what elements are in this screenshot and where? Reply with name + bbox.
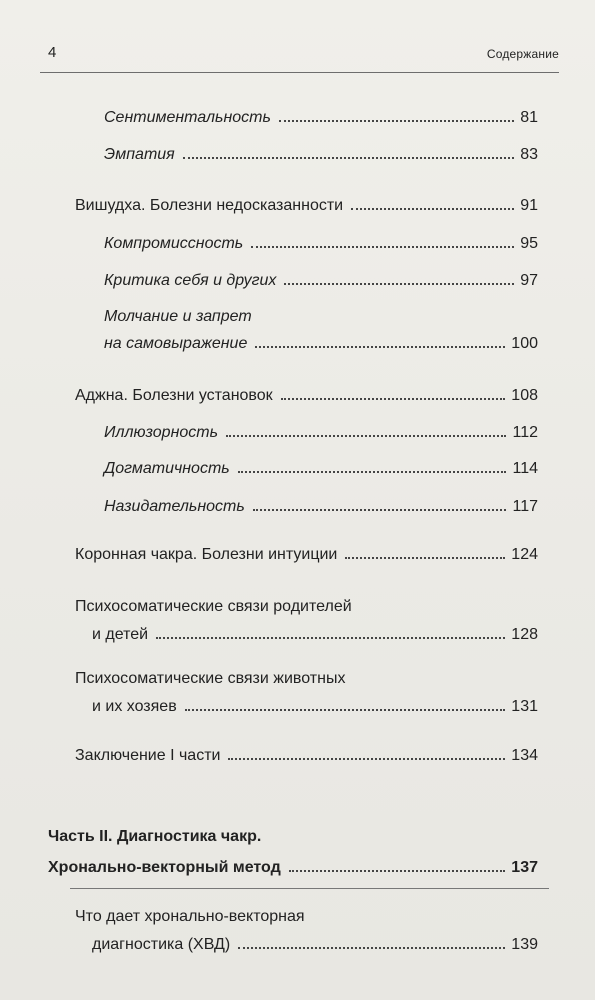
toc-entry-label: Иллюзорность — [104, 424, 219, 441]
page-header — [40, 42, 559, 73]
toc-page-number: 137 — [511, 859, 538, 876]
dot-leader — [226, 435, 506, 437]
toc-page-number: 117 — [512, 498, 538, 515]
running-title: Содержание — [486, 47, 559, 61]
dot-leader — [251, 246, 514, 248]
dot-leader — [238, 947, 505, 949]
dot-leader — [228, 758, 505, 760]
dot-leader — [284, 283, 514, 285]
toc-entry-sentimentality — [104, 110, 538, 126]
toc-page-number: 95 — [520, 235, 538, 252]
toc-entry-silence — [104, 336, 538, 352]
dot-leader — [185, 709, 506, 711]
dot-leader — [255, 346, 505, 348]
toc-page-number: 91 — [520, 197, 538, 214]
toc-page-number: 128 — [511, 626, 538, 643]
toc-entry-label: Коронная чакра. Болезни интуиции — [75, 546, 338, 563]
toc-entry-label: и их хозяев — [92, 698, 177, 715]
part-two-heading-line-1: Часть II. Диагностика чакр. — [48, 828, 262, 845]
toc-page-number: 100 — [511, 335, 538, 352]
dot-leader — [289, 870, 506, 872]
toc-page-number: 97 — [520, 272, 538, 289]
toc-page-number: 114 — [512, 460, 538, 477]
toc-page-number: 81 — [520, 109, 538, 126]
dot-leader — [281, 398, 506, 400]
toc-entry-parents — [92, 627, 538, 643]
toc-page-number: 124 — [511, 546, 538, 563]
dot-leader — [238, 471, 507, 473]
toc-page-number: 112 — [512, 424, 538, 441]
toc-entry-label: Догматичность — [104, 460, 230, 477]
page-number: 4 — [48, 44, 57, 61]
dot-leader — [253, 509, 507, 511]
toc-entry-edifying — [104, 499, 538, 515]
toc-entry-parents-line-1: Психосоматические связи родителей — [75, 598, 352, 615]
section-divider — [70, 888, 549, 889]
toc-entry-illusory — [104, 425, 538, 441]
toc-entry-dogmatic — [104, 461, 538, 477]
toc-entry-empathy — [104, 147, 538, 163]
toc-entry-label: на самовыражение — [104, 335, 248, 352]
dot-leader — [156, 637, 505, 639]
toc-entry-label: Критика себя и других — [104, 272, 277, 289]
toc-entry-label: и детей — [92, 626, 149, 643]
toc-page-number: 139 — [511, 936, 538, 953]
toc-entry-vishuddha — [75, 198, 538, 214]
dot-leader — [183, 157, 514, 159]
toc-entry-hvd — [92, 937, 538, 953]
toc-entry-label: Вишудха. Болезни недосказанности — [75, 197, 344, 214]
toc-entry-criticism — [104, 273, 538, 289]
toc-entry-label: Компромиссность — [104, 235, 244, 252]
toc-entry-label: Сентиментальность — [104, 109, 271, 126]
toc-page-number: 83 — [520, 146, 538, 163]
toc-entry-label: Эмпатия — [104, 146, 175, 163]
toc-entry-conclusion — [75, 748, 538, 764]
toc-entry-ajna — [75, 388, 538, 404]
toc-entry-label: Назидательность — [104, 498, 245, 515]
toc-entry-crown — [75, 547, 538, 563]
part-two-heading — [48, 860, 538, 876]
toc-page-number: 134 — [511, 747, 538, 764]
toc-entry-hvd-line-1: Что дает хронально-векторная — [75, 908, 305, 925]
toc-entry-silence-line-1: Молчание и запрет — [104, 308, 252, 325]
toc-page-number: 131 — [511, 698, 538, 715]
dot-leader — [279, 120, 514, 122]
dot-leader — [351, 208, 514, 210]
toc-page-number: 108 — [511, 387, 538, 404]
dot-leader — [345, 557, 505, 559]
toc-entry-label: Хронально-векторный метод — [48, 859, 281, 876]
toc-entry-animals — [92, 699, 538, 715]
toc-entry-animals-line-1: Психосоматические связи животных — [75, 670, 346, 687]
toc-entry-label: диагностика (ХВД) — [92, 936, 231, 953]
toc-entry-label: Заключение I части — [75, 747, 221, 764]
toc-entry-label: Аджна. Болезни установок — [75, 387, 273, 404]
toc-entry-compromise — [104, 236, 538, 252]
